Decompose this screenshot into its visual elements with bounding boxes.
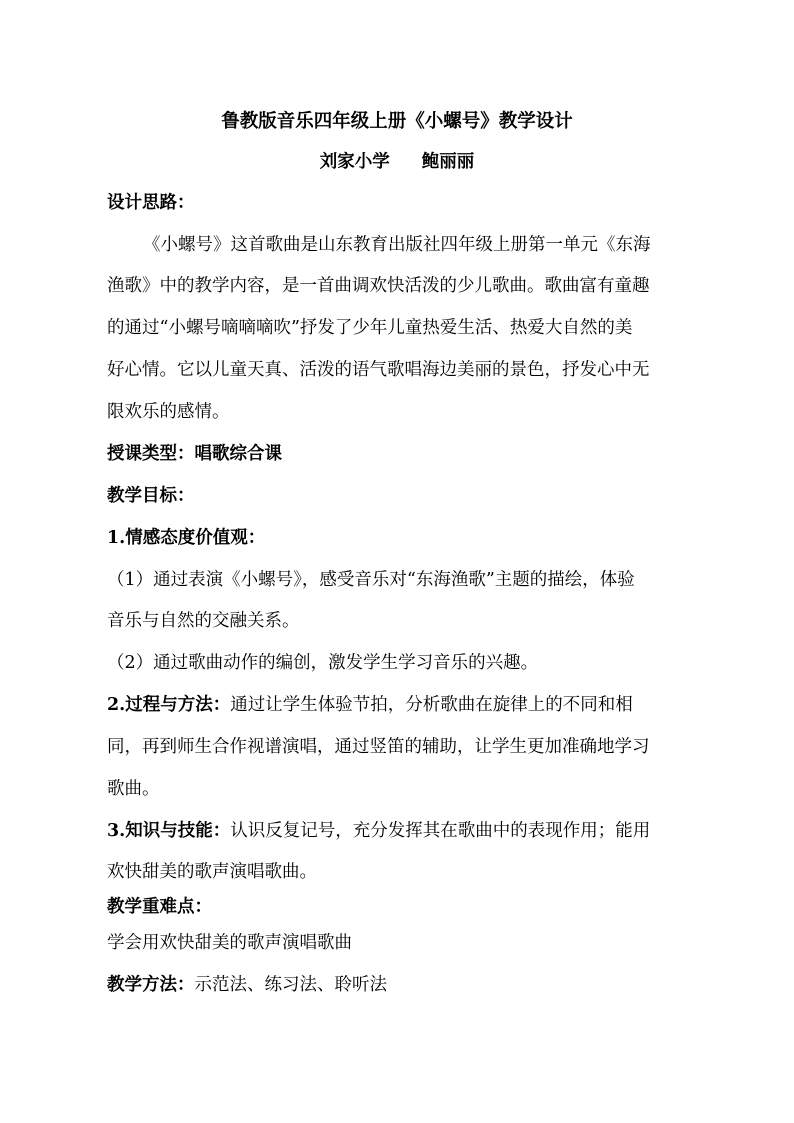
objective-1-item-2: （2）通过歌曲动作的编创，激发学生学习音乐的兴趣。: [107, 653, 539, 673]
design-line: 的通过“小螺号嘀嘀嘀吹”抒发了少年儿童热爱生活、热爱大自然的美: [107, 318, 633, 338]
objective-2-line: 歌曲。: [107, 779, 160, 799]
objectives-heading: 教学目标：: [107, 486, 195, 506]
design-line: 渔歌》中的教学内容，是一首曲调欢快活泼的少儿歌曲。歌曲富有童趣: [107, 276, 650, 296]
document-title: 鲁教版音乐四年级上册《小螺号》教学设计: [221, 111, 573, 132]
objective-1-item-1-cont: 音乐与自然的交融关系。: [107, 611, 300, 631]
teaching-methods-label: 教学方法：: [107, 975, 195, 995]
objective-3-text: 认识反复记号，充分发挥其在歌曲中的表现作用；能用: [230, 821, 651, 841]
objective-3-line: [107, 817, 650, 842]
objective-2-text: 通过让学生体验节拍，分析歌曲在旋律上的不同和相: [230, 695, 633, 715]
objective-1-heading: 1.情感态度价值观：: [107, 528, 266, 548]
objective-2-line: 同，再到师生合作视谱演唱，通过竖笛的辅助，让学生更加准确地学习: [107, 737, 650, 757]
design-line: 好心情。它以儿童天真、活泼的语气歌唱海边美丽的景色，抒发心中无: [107, 360, 650, 380]
key-points-heading: 教学重难点：: [107, 897, 212, 917]
school-name: 刘家小学: [319, 152, 390, 172]
author-name: 鲍丽丽: [421, 152, 475, 172]
design-heading: 设计思路：: [107, 193, 195, 213]
design-line: 《小螺号》这首歌曲是山东教育出版社四年级上册第一单元《东海: [143, 235, 651, 255]
objective-1-item-1: （1）通过表演《小螺号》，感受音乐对“东海渔歌”主题的描绘，体验: [107, 570, 635, 590]
key-points-text: 学会用欢快甜美的歌声演唱歌曲: [107, 933, 352, 953]
teaching-methods-text: 示范法、练习法、聆听法: [194, 975, 387, 995]
lesson-type: 授课类型：唱歌综合课: [107, 444, 282, 464]
design-line: 限欢乐的感情。: [107, 402, 230, 422]
teaching-methods-line: [107, 971, 387, 996]
objective-2-label: 2.过程与方法：: [107, 695, 231, 715]
objective-3-label: 3.知识与技能：: [107, 821, 231, 841]
objective-3-line: 欢快甜美的歌声演唱歌曲。: [107, 862, 317, 882]
author-line: [0, 148, 794, 173]
objective-2-line: [107, 691, 633, 716]
